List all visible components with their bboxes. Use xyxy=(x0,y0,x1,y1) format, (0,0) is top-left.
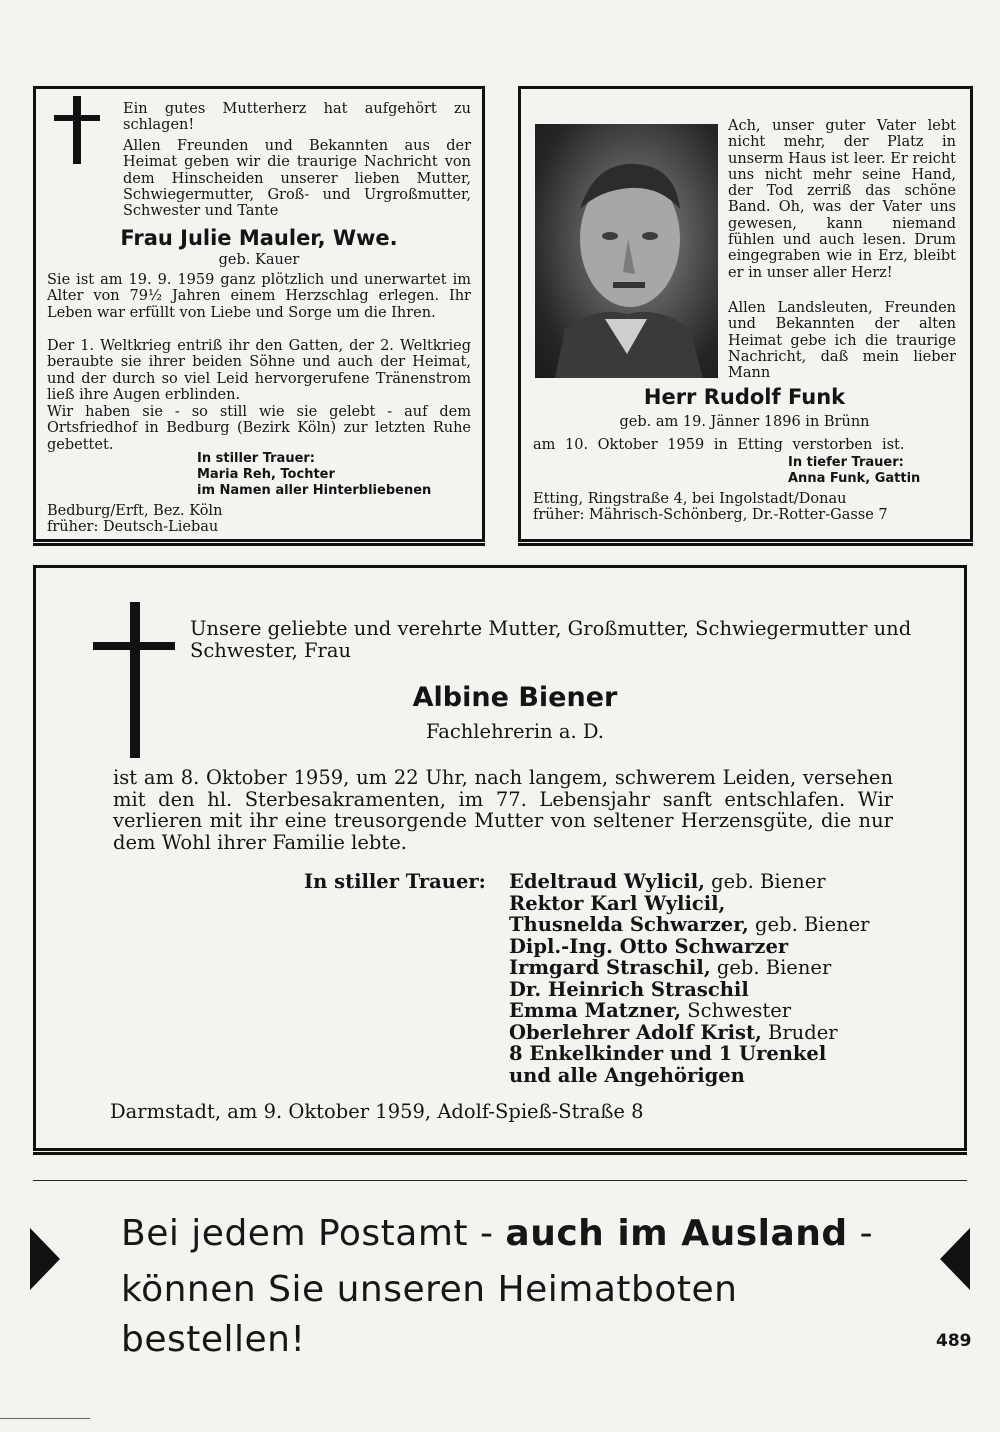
mourner-line xyxy=(509,871,909,893)
notice2-body2: Allen Landsleuten, Freunden und Bekannten der alten Heimat gebe ich die traurige Nachricht, daß mein lieber Mann xyxy=(728,300,956,382)
mourner-name: Thusnelda Schwarzer, xyxy=(509,913,749,936)
notice1-place2: früher: Deutsch-Liebau xyxy=(47,519,219,535)
notice1-body4: Wir haben sie - so still wie sie gelebt - auf dem Ortsfriedhof in Bedburg (Bezirk Köln) zur letzten Ruhe gebettet. xyxy=(47,404,471,453)
arrow-right-icon xyxy=(30,1228,60,1290)
mourner-relation: Bruder xyxy=(761,1020,838,1044)
notice1-place1: Bedburg/Erft, Bez. Köln xyxy=(47,503,223,519)
notice1-born: geb. Kauer xyxy=(218,252,300,268)
cross-icon xyxy=(93,602,175,760)
notice1-body1-text: Allen Freunden und Bekannten aus der Heimat geben wir die traurige Nachricht von dem Hinscheiden unserer lieben Mutter, Schwiegermutter, Groß- und Urgroßmutter, Schwester und Tante xyxy=(123,138,471,220)
mourner-line xyxy=(509,1065,909,1087)
notice3-body: ist am 8. Oktober 1959, um 22 Uhr, nach langem, schwerem Leiden, versehen mit den hl. Sterbesakramenten, im 77. Lebensjahr sanft entschlafen. Wir verlieren mit ihr eine treusorgende Mutter von seltener Herzensgüte, die nur dem Wohl ihrer Familie lebte. xyxy=(113,766,893,854)
mourner-line xyxy=(509,1022,909,1044)
ad-line-1-c: - xyxy=(847,1213,874,1254)
ad-line-1 xyxy=(121,1209,901,1259)
mourner-relation: geb. Biener xyxy=(704,870,826,893)
notice1-body3: Der 1. Weltkrieg entriß ihr den Gatten, der 2. Weltkrieg beraubte sie ihrer beiden Söhne und auch der Heimat, und der durch so viel Leid hervorgerufene Tränenstrom ließ ihre Augen erblinden. xyxy=(47,338,471,403)
mourner-name: Dr. Heinrich Straschil xyxy=(509,977,749,1001)
portrait-photo xyxy=(535,124,718,378)
notice2-sig2: Anna Funk, Gattin xyxy=(788,471,921,486)
mourner-relation: geb. Biener xyxy=(748,913,870,936)
notice2-born: geb. am 19. Jänner 1896 in Brünn xyxy=(619,414,870,430)
mourner-line xyxy=(509,1043,909,1065)
notice3-title: Fachlehrerin a. D. xyxy=(426,720,604,743)
notice2-body1: Ach, unser guter Vater lebt nicht mehr, der Platz in unserm Haus ist leer. Er reicht uns nicht mehr seine Hand, der Tod zerriß das schöne Band. Oh, was der Vater uns gewesen, kann niemand fühlen und auch lesen. Drum eingegraben wie in Erz, bleibt er in unser aller Herz! xyxy=(728,118,956,281)
notice3-place: Darmstadt, am 9. Oktober 1959, Adolf-Spieß-Straße 8 xyxy=(110,1100,644,1123)
bottom-margin-line xyxy=(0,1418,90,1419)
mourner-name: Emma Matzner, xyxy=(509,999,682,1022)
notice3-intro: Unsere geliebte und verehrte Mutter, Großmutter, Schwiegermutter und Schwester, Frau xyxy=(190,617,912,662)
mourner-line xyxy=(509,936,909,958)
mourner-name: Oberlehrer Adolf Krist, xyxy=(509,1020,762,1044)
divider xyxy=(33,1180,967,1181)
notice1-sig3: im Namen aller Hinterbliebenen xyxy=(197,483,432,498)
mourner-name: und alle Angehörigen xyxy=(509,1063,745,1087)
notice2-died: am 10. Oktober 1959 in Etting verstorben ist. xyxy=(533,437,905,453)
mourner-line xyxy=(509,957,909,979)
notice1-sig1: In stiller Trauer: xyxy=(197,451,315,466)
mourner-line xyxy=(509,1000,909,1022)
mourner-name: Irmgard Straschil, xyxy=(509,956,711,979)
notice1-intro: Ein gutes Mutterherz hat aufgehört zu schlagen! xyxy=(123,101,471,134)
notice1-name: Frau Julie Mauler, Wwe. xyxy=(120,226,398,250)
mourner-line xyxy=(509,893,909,915)
notice2-place2: früher: Mährisch-Schönberg, Dr.-Rotter-Gasse 7 xyxy=(533,507,888,523)
notice3-mourn-label: In stiller Trauer: xyxy=(304,870,486,893)
ad-line-2: können Sie unseren Heimatboten bestellen! xyxy=(121,1269,738,1360)
notice2-sig1: In tiefer Trauer: xyxy=(788,455,904,470)
notice1-body1 xyxy=(47,138,471,219)
notice2-place1: Etting, Ringstraße 4, bei Ingolstadt/Donau xyxy=(533,491,847,507)
arrow-left-icon xyxy=(940,1228,970,1290)
notice2-name: Herr Rudolf Funk xyxy=(643,385,846,409)
mourner-name: Rektor Karl Wylicil, xyxy=(509,891,726,915)
mourner-line xyxy=(509,979,909,1001)
notice3-name: Albine Biener xyxy=(412,682,618,713)
mourner-line xyxy=(509,914,909,936)
mourner-relation: Schwester xyxy=(681,999,792,1022)
ad-line-1-a: Bei jedem Postamt - xyxy=(121,1213,506,1254)
page-number: 489 xyxy=(936,1331,972,1351)
notice1-body2: Sie ist am 19. 9. 1959 ganz plötzlich und unerwartet im Alter von 79½ Jahren einem Herzschlag erlegen. Ihr Leben war erfüllt von Liebe und Sorge um die Ihren. xyxy=(47,272,471,321)
mourner-relation: geb. Biener xyxy=(710,956,832,979)
mourner-name: Edeltraud Wylicil, xyxy=(509,870,705,893)
mourners-list xyxy=(509,871,909,1086)
notice1-sig2: Maria Reh, Tochter xyxy=(197,467,335,482)
mourner-name: Dipl.-Ing. Otto Schwarzer xyxy=(509,934,789,958)
mourner-name: 8 Enkelkinder und 1 Urenkel xyxy=(509,1042,827,1065)
ad-line-1-emphasis: auch im Ausland xyxy=(505,1213,848,1254)
portrait-icon xyxy=(535,124,718,378)
